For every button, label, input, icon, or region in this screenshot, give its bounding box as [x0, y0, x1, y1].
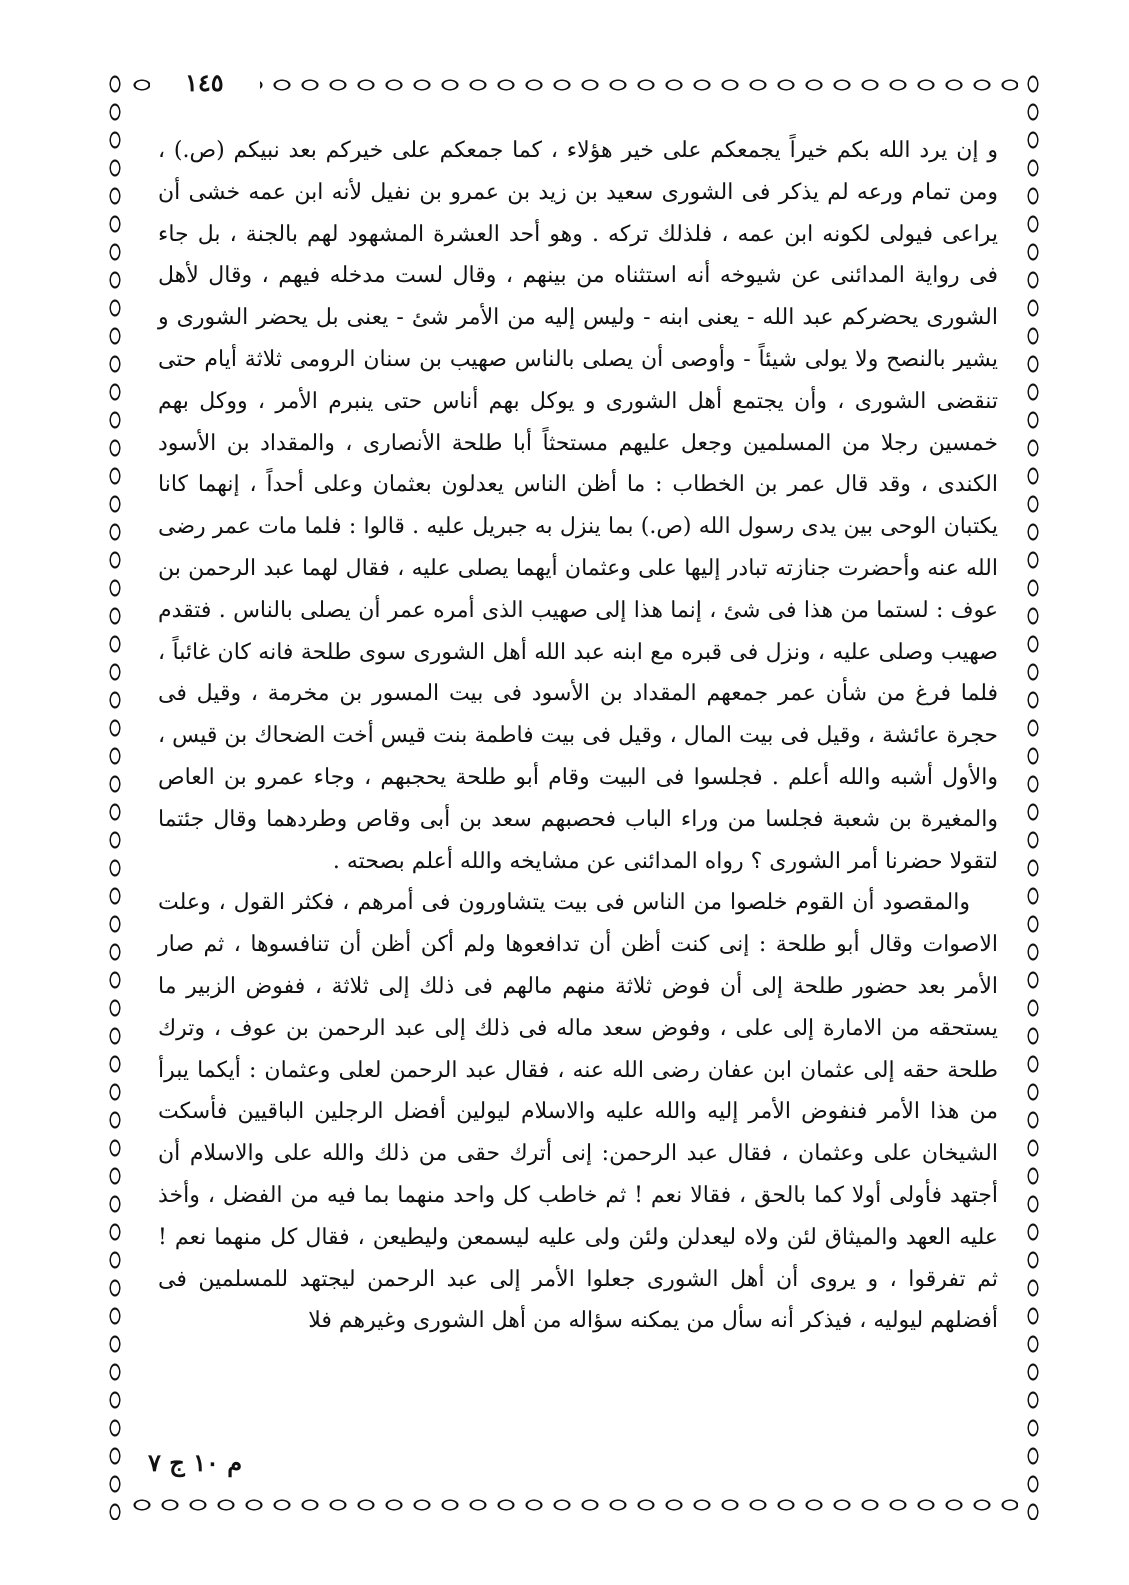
ornamental-border-right — [1018, 70, 1048, 1520]
paragraph: والمقصود أن القوم خلصوا من الناس فى بيت يتشاورون فى أمرهم ، فكثر القول ، وعلت الاصوات وقال أبو طلحة : إنى كنت أظن أن تدافعوها ولم أكن أظن أن تنافسوها ، ثم صار الأمر بعد حضور طلحة إلى أن فوض ثلاثة منهم مالهم فى ذلك إلى ثلاثة ، ففوض الزبير ما يستحقه من الامارة إلى على ، وفوض سعد ماله فى ذلك إلى عبد الرحمن بن عوف ، وترك طلحة حقه إلى عثمان ابن عفان رضى الله عنه ، فقال عبد الرحمن لعلى وعثمان : أيكما يبرأ من هذا الأمر فنفوض الأمر إليه والله عليه والاسلام ليولين أفضل الرجلين الباقيين فأسكت الشيخان على وعثمان ، فقال عبد الرحمن: إنى أترك حقى من ذلك والله على والاسلام أن أجتهد فأولى أولا كما بالحق ، فقالا نعم ! ثم خاطب كل واحد منهما بما فيه من الفضل ، وأخذ عليه العهد والميثاق لئن ولاه ليعدلن ولئن ولى عليه ليسمعن وليطيعن ، فقال كل منهما نعم ! ثم تفرقوا ، و يروى أن أهل الشورى جعلوا الأمر إلى عبد الرحمن ليجتهد للمسلمين فى أفضلهم ليوليه ، فيذكر أنه سأل من يمكنه سؤاله من أهل الشورى وغيرهم فلا — [158, 890, 998, 1334]
signature-mark: م ١٠ ج ٧ — [148, 1448, 243, 1477]
body-text — [158, 130, 998, 1342]
paragraph: و إن يرد الله بكم خيراً يجمعكم على خير هؤلاء ، كما جمعكم على خيركم بعد نبيكم (ص.) ، ومن تمام ورعه لم يذكر فى الشورى سعيد بن زيد بن عمرو بن نفيل لأنه ابن عمه خشى أن يراعى فيولى لكونه ابن عمه ، فلذلك تركه . وهو أحد العشرة المشهود لهم بالجنة ، بل جاء فى رواية المدائنى عن شيوخه أنه استثناه من بينهم ، وقال لست مدخله فيهم ، وقال لأهل الشورى يحضركم عبد الله - يعنى ابنه - وليس إليه من الأمر شئ - يعنى بل يحضر الشورى و يشير بالنصح ولا يولى شيئاً - وأوصى أن يصلى بالناس صهيب بن سنان الرومى ثلاثة أيام حتى تنقضى الشورى ، وأن يجتمع أهل الشورى و يوكل بهم أناس حتى ينبرم الأمر ، ووكل بهم خمسين رجلا من المسلمين وجعل عليهم مستحثاً أبا طلحة الأنصارى ، والمقداد بن الأسود الكندى ، وقد قال عمر بن الخطاب : ما أظن الناس يعدلون بعثمان وعلى أحداً ، إنهما كانا يكتبان الوحى بين يدى رسول الله (ص.) بما ينزل به جبريل عليه . قالوا : فلما مات عمر رضى الله عنه وأحضرت جنازته تبادر إليها على وعثمان أيهما يصلى عليه ، فقال لهما عبد الرحمن بن عوف : لستما من هذا فى شئ ، إنما هذا إلى صهيب الذى أمره عمر أن يصلى بالناس . فتقدم صهيب وصلى عليه ، ونزل فى قبره مع ابنه عبد الله أهل الشورى سوى طلحة فانه كان غائباً ، فلما فرغ من شأن عمر جمعهم المقداد بن الأسود فى بيت المسور بن مخرمة ، وقيل فى حجرة عائشة ، وقيل فى بيت المال ، وقيل فى بيت فاطمة بنت قيس أخت الضحاك بن قيس ، والأول أشبه والله أعلم . فجلسوا فى البيت وقام أبو طلحة يحجبهم ، وجاء عمرو بن العاص والمغيرة بن شعبة فجلسا من وراء الباب فحصبهم سعد بن أبى وقاص وطردهما وقال جئتما لتقولا حضرنا أمر الشورى ؟ رواه المدائنى عن مشايخه والله أعلم بصحته . — [158, 138, 998, 874]
page-number: ١٤٥ — [185, 68, 224, 97]
ornamental-border-bottom — [100, 1490, 1048, 1520]
ornamental-border-left — [100, 70, 130, 1520]
